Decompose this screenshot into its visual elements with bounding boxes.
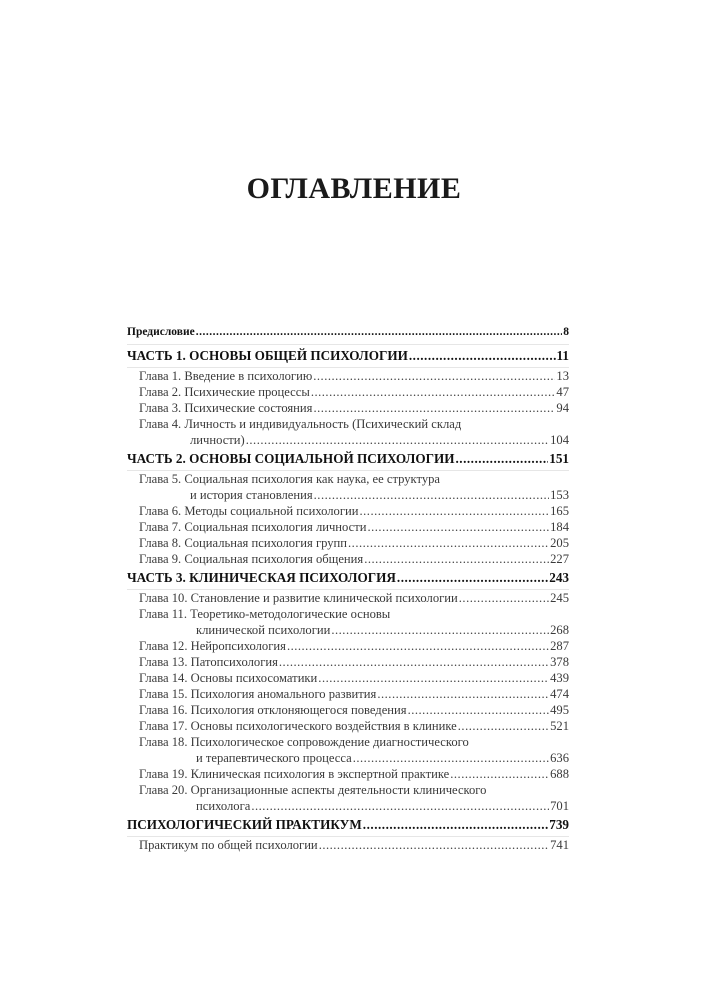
- page-number: 739: [549, 817, 569, 832]
- page-number: 151: [549, 451, 569, 466]
- dot-leader: [367, 519, 549, 535]
- toc-entry-title: Глава 13. Патопсихология: [139, 655, 278, 669]
- page-number: 205: [550, 536, 569, 550]
- dot-leader: [353, 750, 549, 766]
- page-number: 268: [550, 623, 569, 637]
- toc-chapter-entry[interactable]: [127, 782, 569, 814]
- dot-leader: [287, 638, 549, 654]
- dot-leader: [279, 654, 549, 670]
- dot-leader: [458, 718, 549, 734]
- toc-line: [139, 798, 569, 814]
- dot-leader: [360, 503, 550, 519]
- toc-line: [139, 590, 569, 606]
- toc-line: [139, 702, 569, 718]
- dot-leader: [246, 432, 549, 448]
- toc-entry-title: Глава 4. Личность и индивидуальность (Психический склад: [139, 417, 462, 431]
- toc-line: [127, 347, 569, 364]
- toc-line: [139, 718, 569, 734]
- dot-leader: [314, 487, 549, 503]
- toc-entry-title: Глава 2. Психические процессы: [139, 385, 310, 399]
- toc-entry-title: Глава 15. Психология аномального развития: [139, 687, 377, 701]
- dot-leader: [364, 551, 549, 567]
- toc-chapter-entry[interactable]: [127, 686, 569, 702]
- page-number: 184: [550, 520, 569, 534]
- toc-line: [139, 400, 569, 416]
- toc-line: [127, 569, 569, 586]
- toc-line: [139, 519, 569, 535]
- dot-leader: [313, 368, 555, 384]
- toc-entry-title: Глава 3. Психические состояния: [139, 401, 313, 415]
- toc-entry-title: личности): [190, 433, 245, 447]
- toc-entry-title: ПСИХОЛОГИЧЕСКИЙ ПРАКТИКУМ: [127, 817, 362, 832]
- toc-line: [127, 324, 569, 341]
- toc-chapter-entry[interactable]: [127, 368, 569, 384]
- toc-part-entry[interactable]: [127, 567, 569, 590]
- toc-entry-title: Предисловие: [127, 326, 195, 338]
- dot-leader: [311, 384, 556, 400]
- toc-entry-title: клинической психологии: [196, 623, 331, 637]
- toc-entry-title: Глава 6. Методы социальной психологии: [139, 504, 359, 518]
- toc-line: [139, 654, 569, 670]
- toc-line: [139, 487, 569, 503]
- toc-line: [139, 670, 569, 686]
- page-number: 8: [563, 326, 569, 338]
- dot-leader: [455, 450, 548, 467]
- page-number: 521: [550, 719, 569, 733]
- page-number: 474: [550, 687, 569, 701]
- toc-line: [139, 551, 569, 567]
- toc-chapter-entry[interactable]: [127, 535, 569, 551]
- page-number: 153: [550, 488, 569, 502]
- page-number: 243: [549, 570, 569, 585]
- toc-entry-title: Практикум по общей психологии: [139, 838, 318, 852]
- toc-chapter-entry[interactable]: [127, 503, 569, 519]
- toc-line: [127, 450, 569, 467]
- dot-leader: [459, 590, 549, 606]
- toc-part-entry[interactable]: [127, 345, 569, 368]
- toc-chapter-entry[interactable]: [127, 606, 569, 638]
- toc-line: [139, 368, 569, 384]
- toc-entry-title: Глава 17. Основы психологического воздействия в клинике: [139, 719, 457, 733]
- toc-chapter-entry[interactable]: [127, 551, 569, 567]
- page-number: 47: [556, 385, 569, 399]
- page-number: 439: [550, 671, 569, 685]
- toc-line: [127, 816, 569, 833]
- dot-leader: [251, 798, 549, 814]
- page-number: 636: [550, 751, 569, 765]
- toc-entry-title: и терапевтического процесса: [196, 751, 352, 765]
- toc-line: [139, 782, 569, 798]
- page-number: 104: [550, 433, 569, 447]
- toc-chapter-entry[interactable]: [127, 471, 569, 503]
- toc-entry-title: Глава 8. Социальная психология групп: [139, 536, 348, 550]
- page-number: 94: [556, 401, 569, 415]
- toc-line: [139, 686, 569, 702]
- toc-line: [139, 503, 569, 519]
- toc-chapter-entry[interactable]: [127, 702, 569, 718]
- dot-leader: [450, 766, 549, 782]
- dot-leader: [313, 400, 555, 416]
- toc-entry-title: Глава 14. Основы психосоматики: [139, 671, 318, 685]
- dot-leader: [196, 324, 563, 341]
- page-number: 227: [550, 552, 569, 566]
- toc-line: [139, 432, 569, 448]
- toc-chapter-entry[interactable]: [127, 670, 569, 686]
- toc-line: [139, 471, 569, 487]
- table-of-contents: [127, 322, 569, 853]
- toc-part-entry[interactable]: [127, 448, 569, 471]
- dot-leader: [408, 702, 550, 718]
- toc-line: [139, 837, 569, 853]
- page-number: 741: [550, 838, 569, 852]
- toc-chapter-entry[interactable]: [127, 718, 569, 734]
- toc-line: [139, 535, 569, 551]
- dot-leader: [377, 686, 549, 702]
- toc-part-entry[interactable]: [127, 322, 569, 345]
- page-number: 688: [550, 767, 569, 781]
- toc-entry-title: Глава 11. Теоретико-методологические основы: [139, 607, 391, 621]
- toc-line: [139, 766, 569, 782]
- toc-entry-title: Глава 5. Социальная психология как наука, ее структура: [139, 472, 441, 486]
- toc-entry-title: Глава 1. Введение в психологию: [139, 369, 313, 383]
- page-number: 287: [550, 639, 569, 653]
- toc-entry-title: Глава 18. Психологическое сопровождение диагностического: [139, 735, 469, 749]
- toc-entry-title: психолога: [196, 799, 251, 813]
- toc-entry-title: ЧАСТЬ 1. ОСНОВЫ ОБЩЕЙ ПСИХОЛОГИИ: [127, 348, 408, 363]
- toc-chapter-entry[interactable]: [127, 837, 569, 853]
- toc-part-entry[interactable]: [127, 814, 569, 837]
- toc-chapter-entry[interactable]: [127, 400, 569, 416]
- toc-entry-title: Глава 19. Клиническая психология в экспертной практике: [139, 767, 450, 781]
- dot-leader: [409, 347, 556, 364]
- toc-chapter-entry[interactable]: [127, 519, 569, 535]
- toc-entry-title: Глава 12. Нейропсихология: [139, 639, 286, 653]
- toc-chapter-entry[interactable]: [127, 638, 569, 654]
- toc-entry-title: ЧАСТЬ 2. ОСНОВЫ СОЦИАЛЬНОЙ ПСИХОЛОГИИ: [127, 451, 455, 466]
- page-number: 11: [556, 348, 569, 363]
- toc-line: [139, 606, 569, 622]
- toc-line: [139, 750, 569, 766]
- toc-entry-title: ЧАСТЬ 3. КЛИНИЧЕСКАЯ ПСИХОЛОГИЯ: [127, 570, 396, 585]
- page-number: 495: [550, 703, 569, 717]
- toc-line: [139, 622, 569, 638]
- page-title: ОГЛАВЛЕНИЕ: [246, 172, 462, 205]
- toc-line: [139, 416, 569, 432]
- toc-chapter-entry[interactable]: [127, 654, 569, 670]
- dot-leader: [348, 535, 549, 551]
- dot-leader: [318, 670, 549, 686]
- toc-line: [139, 734, 569, 750]
- toc-entry-title: Глава 9. Социальная психология общения: [139, 552, 364, 566]
- dot-leader: [397, 569, 548, 586]
- page-number: 378: [550, 655, 569, 669]
- toc-chapter-entry[interactable]: [127, 416, 569, 448]
- toc-entry-title: Глава 16. Психология отклоняющегося поведения: [139, 703, 407, 717]
- toc-chapter-entry[interactable]: [127, 734, 569, 766]
- dot-leader: [319, 837, 549, 853]
- toc-entry-title: Глава 7. Социальная психология личности: [139, 520, 367, 534]
- page-number: 165: [550, 504, 569, 518]
- dot-leader: [331, 622, 549, 638]
- page-number: 245: [550, 591, 569, 605]
- toc-entry-title: Глава 10. Становление и развитие клинической психологии: [139, 591, 458, 605]
- toc-chapter-entry[interactable]: [127, 384, 569, 400]
- page-number: 13: [556, 369, 569, 383]
- toc-entry-title: Глава 20. Организационные аспекты деятельности клинического: [139, 783, 487, 797]
- toc-line: [139, 384, 569, 400]
- dot-leader: [363, 816, 548, 833]
- toc-chapter-entry[interactable]: [127, 590, 569, 606]
- toc-chapter-entry[interactable]: [127, 766, 569, 782]
- toc-entry-title: и история становления: [190, 488, 313, 502]
- page-number: 701: [550, 799, 569, 813]
- toc-line: [139, 638, 569, 654]
